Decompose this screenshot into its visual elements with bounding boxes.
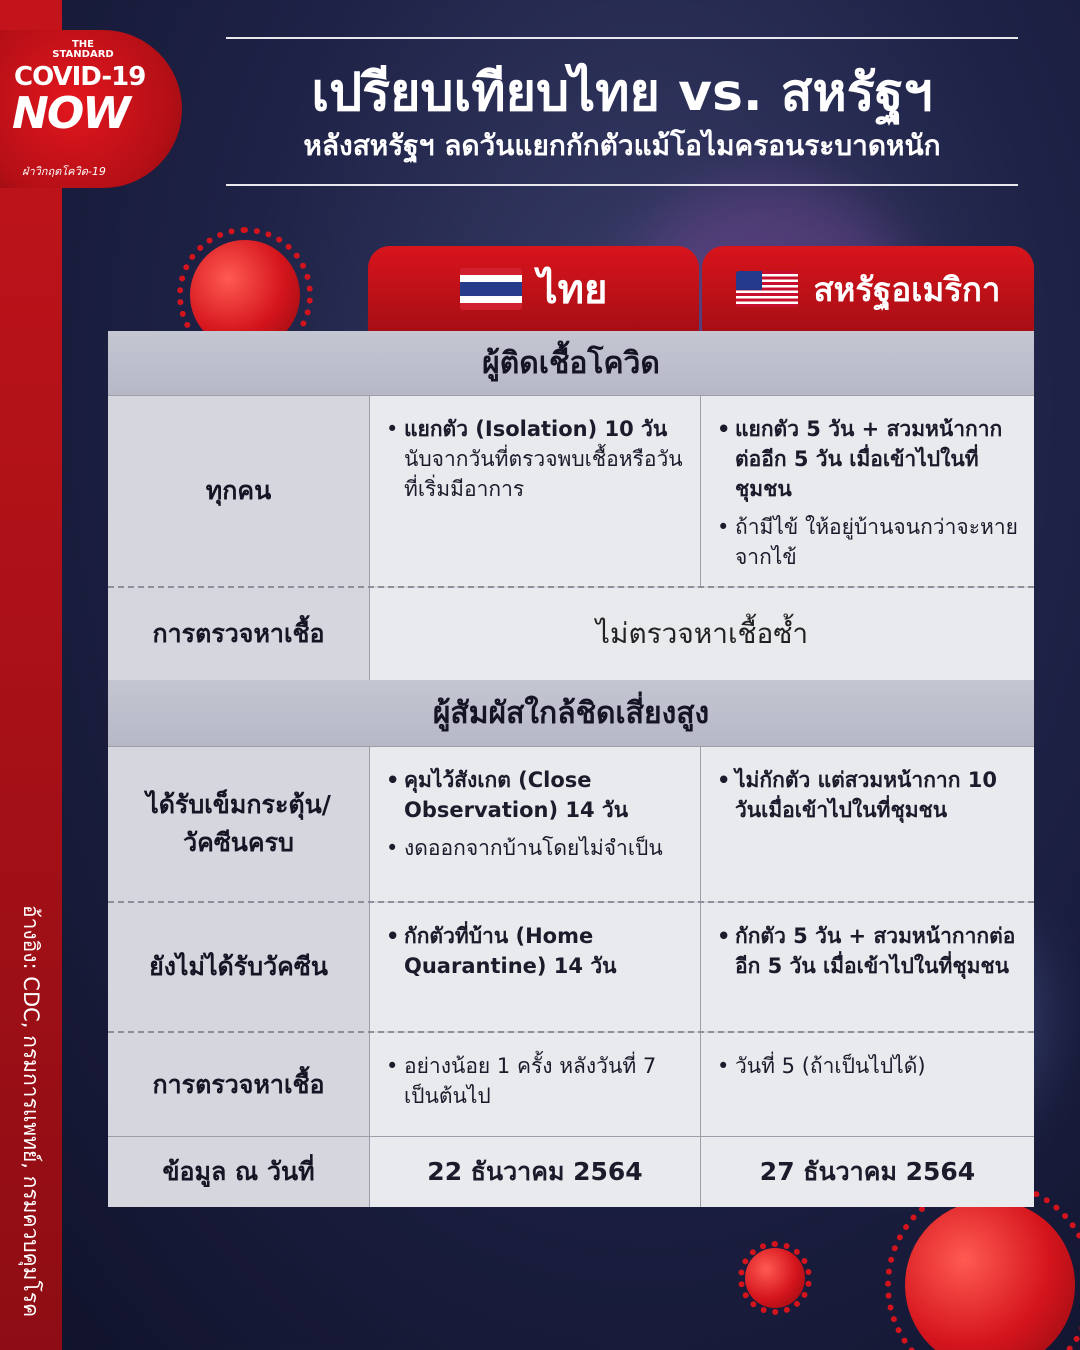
thai-flag-icon	[460, 268, 522, 310]
bullet-bold: แยกตัว (Isolation) 10 วัน	[404, 417, 668, 441]
list-item: • ถ้ามีไข้ ให้อยู่บ้านจนกว่าจะหายจากไข้	[715, 512, 1020, 572]
list-item: • ไม่กักตัว แต่สวมหน้ากาก 10 วันเมื่อเข้าไปในที่ชุมชน	[715, 765, 1020, 825]
covid-now-logo	[0, 30, 182, 188]
row-label: การตรวจหาเชื้อ	[108, 588, 370, 680]
logo-brand: THE STANDARD	[52, 39, 114, 60]
list-item: • กักตัว 5 วัน + สวมหน้ากากต่ออีก 5 วัน เมื่อเข้าไปในที่ชุมชน	[715, 921, 1020, 981]
cell-us	[701, 747, 1034, 901]
page-subtitle: หลังสหรัฐฯ ลดวันแยกกักตัวแม้โอไมครอนระบาดหนัก	[303, 129, 941, 162]
row-label: ข้อมูล ณ วันที่	[108, 1137, 370, 1207]
cell-us	[701, 1033, 1034, 1136]
logo-line2: NOW	[12, 88, 129, 139]
table-row-everyone	[108, 395, 1034, 586]
us-flag-icon	[736, 271, 798, 307]
list-item: • งดออกจากบ้านโดยไม่จำเป็น	[384, 833, 686, 863]
row-label: การตรวจหาเชื้อ	[108, 1033, 370, 1136]
cell-thai	[370, 1033, 701, 1136]
bullet-text: นับจากวันที่ตรวจพบเชื้อหรือวันที่เริ่มมีอาการ	[404, 447, 683, 501]
title-rule-top	[226, 37, 1018, 39]
comparison-table	[108, 331, 1034, 1207]
list-item: • อย่างน้อย 1 ครั้ง หลังวันที่ 7 เป็นต้นไป	[384, 1051, 686, 1111]
column-label-us: สหรัฐอเมริกา	[813, 269, 1001, 309]
cell-thai	[370, 396, 701, 586]
cell-us-date: 27 ธันวาคม 2564	[701, 1137, 1034, 1207]
cell-both: ไม่ตรวจหาเชื้อซ้ำ	[370, 588, 1034, 680]
column-header-us	[702, 246, 1034, 332]
cell-us	[701, 396, 1034, 586]
list-item: • วันที่ 5 (ถ้าเป็นไปได้)	[715, 1051, 1020, 1081]
column-header-thai	[368, 246, 699, 332]
table-row-vaccinated	[108, 746, 1034, 901]
row-label: ยังไม่ได้รับวัคซีน	[108, 903, 370, 1031]
virus-icon	[745, 1248, 805, 1308]
table-row-test2	[108, 1031, 1034, 1136]
page-title: เปรียบเทียบไทย vs. สหรัฐฯ	[311, 63, 933, 123]
cell-thai	[370, 903, 701, 1031]
column-label-thai: ไทย	[537, 267, 608, 313]
row-label: ทุกคน	[108, 396, 370, 586]
title-rule-bottom	[226, 184, 1018, 186]
section-contacts: ผู้สัมผัสใกล้ชิดเสี่ยงสูง	[108, 680, 1034, 746]
table-row-date	[108, 1136, 1034, 1207]
logo-tagline: ฝ่าวิกฤตโควิด-19	[22, 165, 106, 178]
section-infected: ผู้ติดเชื้อโควิด	[108, 331, 1034, 395]
virus-icon	[905, 1200, 1075, 1350]
table-row-test1	[108, 586, 1034, 680]
logo-line1: COVID-19	[14, 62, 146, 92]
list-item: • คุมไว้สังเกต (Close Observation) 14 วัน	[384, 765, 686, 825]
table-row-unvaccinated	[108, 901, 1034, 1031]
cell-thai	[370, 747, 701, 901]
source-credit: อ้างอิง: CDC, กรมการแพทย์, กรมควบคุมโรค	[19, 905, 43, 1318]
list-item: • แยกตัว 5 วัน + สวมหน้ากากต่ออีก 5 วัน เมื่อเข้าไปในที่ชุมชน	[715, 414, 1020, 504]
cell-thai-date: 22 ธันวาคม 2564	[370, 1137, 701, 1207]
list-item: • กักตัวที่บ้าน (Home Quarantine) 14 วัน	[384, 921, 686, 981]
list-item	[384, 414, 686, 504]
row-label: ได้รับเข็มกระตุ้น/ วัคซีนครบ	[108, 747, 370, 901]
cell-us	[701, 903, 1034, 1031]
